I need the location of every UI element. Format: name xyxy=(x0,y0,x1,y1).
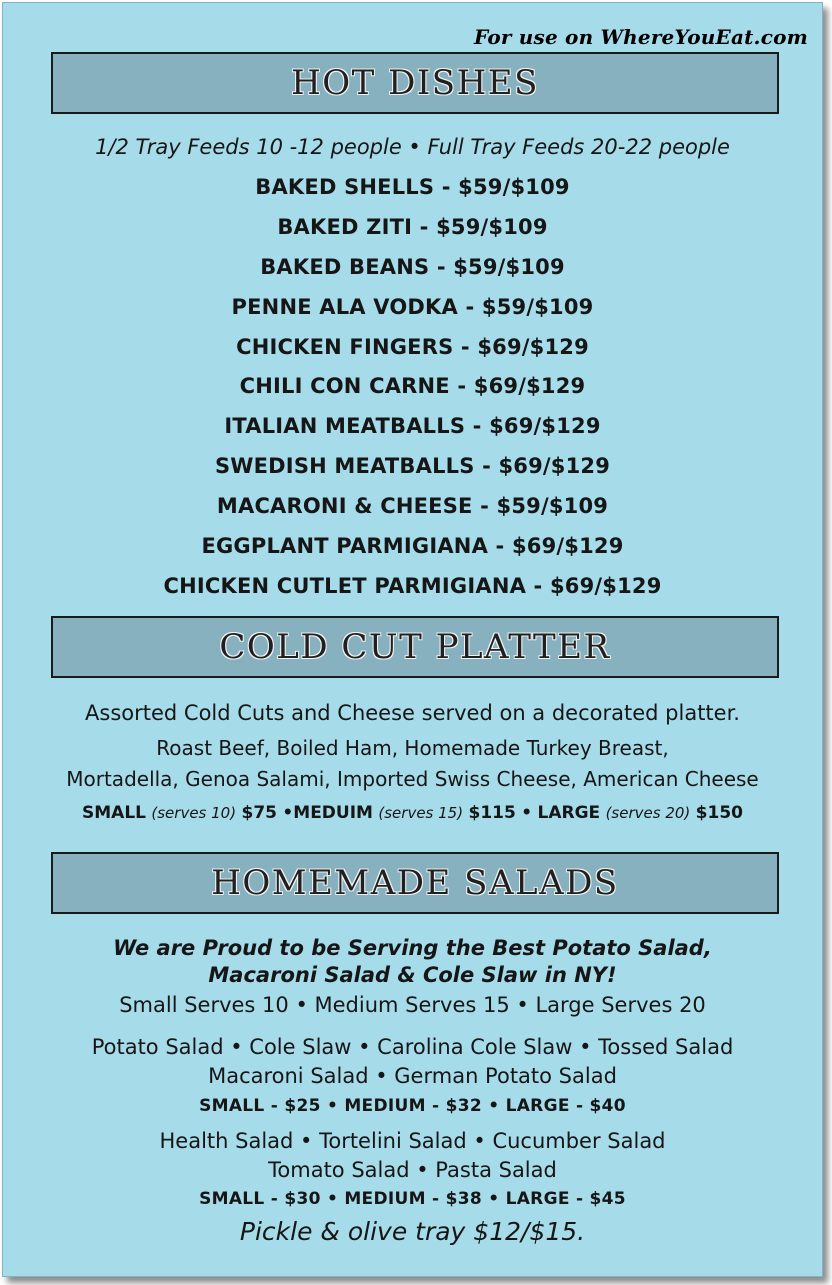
menu-item: MACARONI & CHEESE - $59/$109 xyxy=(216,494,609,518)
large-serves: (serves 20) xyxy=(605,804,691,822)
separator: • xyxy=(282,803,294,823)
menu-item: CHILI CON CARNE - $69/$129 xyxy=(239,374,586,398)
hot-dishes-subtitle: 1/2 Tray Feeds 10 -12 people • Full Tray Feeds 20-22 people xyxy=(95,135,730,159)
salads-group1-line1: Potato Salad • Cole Slaw • Carolina Cole Slaw • Tossed Salad xyxy=(91,1035,734,1059)
salads-banner: HOMEMADE SALADS xyxy=(51,852,779,914)
cold-cut-description: Assorted Cold Cuts and Cheese served on a decorated platter. xyxy=(85,701,740,725)
menu-item: EGGPLANT PARMIGIANA - $69/$129 xyxy=(201,534,624,558)
cold-cut-meats-line2: Mortadella, Genoa Salami, Imported Swiss Cheese, American Cheese xyxy=(66,767,759,791)
hot-dishes-banner: HOT DISHES xyxy=(51,52,779,114)
cold-cut-sizes xyxy=(23,803,802,823)
separator: • xyxy=(521,803,533,823)
menu-item: BAKED SHELLS - $59/$109 xyxy=(255,175,570,199)
medium-label: MEDUIM xyxy=(293,803,373,823)
menu-page xyxy=(2,2,823,1277)
large-label: LARGE xyxy=(537,803,601,823)
menu-item: CHICKEN FINGERS - $69/$129 xyxy=(236,335,589,359)
cold-cut-meats-line1: Roast Beef, Boiled Ham, Homemade Turkey Breast, xyxy=(156,736,669,760)
medium-serves: (serves 15) xyxy=(378,804,464,822)
menu-item: SWEDISH MEATBALLS - $69/$129 xyxy=(214,454,611,478)
small-price: $75 xyxy=(241,803,277,823)
salads-group1-line2: Macaroni Salad • German Potato Salad xyxy=(208,1064,617,1088)
menu-item: CHICKEN CUTLET PARMIGIANA - $69/$129 xyxy=(163,574,662,598)
salads-group2-line1: Health Salad • Tortelini Salad • Cucumber Salad xyxy=(159,1129,666,1153)
menu-item: PENNE ALA VODKA - $59/$109 xyxy=(231,295,594,319)
menu-item: BAKED ZITI - $59/$109 xyxy=(277,215,548,239)
salads-group1-prices: SMALL - $25 • MEDIUM - $32 • LARGE - $40 xyxy=(199,1096,626,1116)
salads-tagline1: We are Proud to be Serving the Best Potato Salad, xyxy=(113,936,712,960)
medium-price: $115 xyxy=(468,803,516,823)
salads-serves: Small Serves 10 • Medium Serves 15 • Large Serves 20 xyxy=(119,993,706,1017)
large-price: $150 xyxy=(695,803,743,823)
watermark: For use on WhereYouEat.com xyxy=(474,25,808,49)
menu-item: BAKED BEANS - $59/$109 xyxy=(260,255,565,279)
salads-group2-line2: Tomato Salad • Pasta Salad xyxy=(268,1158,557,1182)
pickle-olive-tray: Pickle & olive tray $12/$15. xyxy=(239,1217,586,1246)
salads-tagline2: Macaroni Salad & Cole Slaw in NY! xyxy=(208,963,617,987)
cold-cut-banner: COLD CUT PLATTER xyxy=(51,616,779,678)
small-serves: (serves 10) xyxy=(151,804,237,822)
salads-group2-prices: SMALL - $30 • MEDIUM - $38 • LARGE - $45 xyxy=(199,1189,626,1209)
menu-item: ITALIAN MEATBALLS - $69/$129 xyxy=(224,414,601,438)
small-label: SMALL xyxy=(82,803,146,823)
